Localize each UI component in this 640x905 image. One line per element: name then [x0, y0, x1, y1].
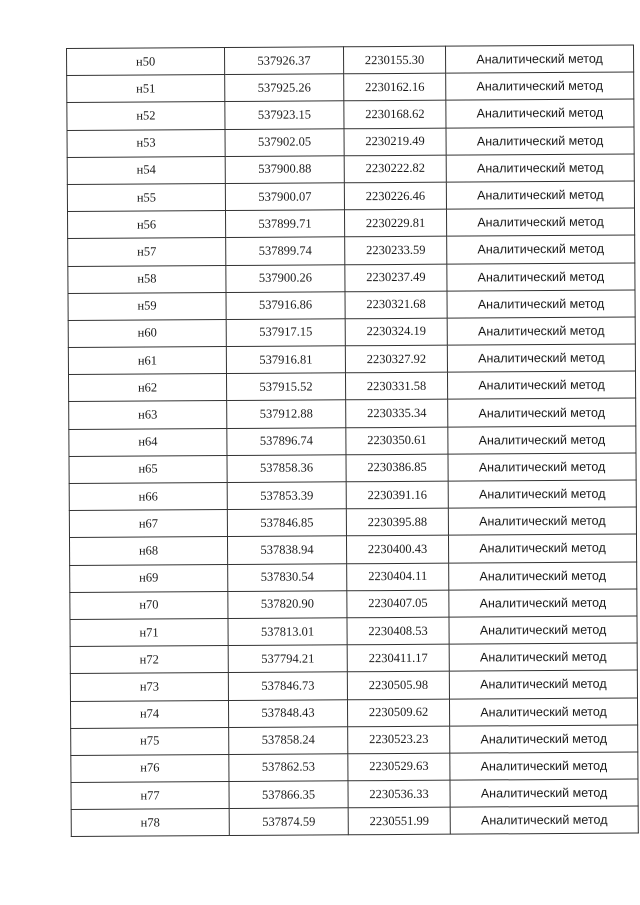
y-coordinate-cell: 2230523.23	[348, 726, 450, 754]
point-number-cell: н68	[69, 537, 227, 565]
y-coordinate-cell: 2230407.05	[347, 590, 449, 618]
method-cell: Аналитический метод	[446, 127, 634, 155]
x-coordinate-cell: 537915.52	[226, 373, 345, 401]
method-cell: Аналитический метод	[447, 317, 635, 345]
x-coordinate-cell: 537874.59	[229, 808, 348, 836]
table-row	[67, 127, 634, 158]
point-number-cell: н64	[69, 428, 227, 456]
y-coordinate-cell: 2230321.68	[345, 291, 447, 319]
y-coordinate-cell: 2230395.88	[346, 508, 448, 536]
x-coordinate-cell: 537820.90	[228, 591, 347, 619]
table-row	[68, 371, 635, 402]
x-coordinate-cell: 537916.86	[226, 291, 345, 319]
table-row	[67, 99, 634, 130]
point-number-cell: н60	[68, 319, 226, 347]
table-row	[68, 317, 635, 348]
point-number-cell: н67	[69, 510, 227, 538]
method-cell: Аналитический метод	[448, 453, 636, 481]
y-coordinate-cell: 2230226.46	[344, 182, 446, 210]
x-coordinate-cell: 537902.05	[225, 128, 344, 156]
coordinates-table	[66, 45, 639, 838]
table-row	[68, 235, 635, 266]
y-coordinate-cell: 2230551.99	[348, 807, 450, 835]
method-cell: Аналитический метод	[447, 263, 635, 291]
x-coordinate-cell: 537848.43	[228, 699, 347, 727]
point-number-cell: н75	[71, 727, 229, 755]
point-number-cell: н52	[67, 102, 225, 130]
point-number-cell: н73	[70, 673, 228, 701]
point-number-cell: н56	[67, 211, 225, 239]
method-cell: Аналитический метод	[448, 398, 636, 426]
x-coordinate-cell: 537899.71	[225, 210, 344, 238]
method-cell: Аналитический метод	[448, 426, 636, 454]
y-coordinate-cell: 2230536.33	[348, 780, 450, 808]
y-coordinate-cell: 2230233.59	[345, 236, 447, 264]
x-coordinate-cell: 537862.53	[229, 754, 348, 782]
y-coordinate-cell: 2230155.30	[343, 46, 445, 74]
method-cell: Аналитический метод	[449, 670, 637, 698]
method-cell: Аналитический метод	[447, 235, 635, 263]
y-coordinate-cell: 2230509.62	[347, 699, 449, 727]
y-coordinate-cell: 2230505.98	[347, 671, 449, 699]
y-coordinate-cell: 2230350.61	[346, 427, 448, 455]
point-number-cell: н61	[68, 347, 226, 375]
y-coordinate-cell: 2230327.92	[345, 345, 447, 373]
y-coordinate-cell: 2230408.53	[347, 617, 449, 645]
x-coordinate-cell: 537923.15	[225, 101, 344, 129]
x-coordinate-cell: 537846.85	[227, 509, 346, 537]
point-number-cell: н55	[67, 183, 225, 211]
y-coordinate-cell: 2230404.11	[347, 563, 449, 591]
y-coordinate-cell: 2230168.62	[344, 101, 446, 129]
point-number-cell: н50	[67, 48, 225, 76]
method-cell: Аналитический метод	[450, 752, 638, 780]
point-number-cell: н63	[69, 401, 227, 429]
y-coordinate-cell: 2230529.63	[348, 753, 450, 781]
x-coordinate-cell: 537813.01	[228, 618, 347, 646]
table-row	[69, 480, 636, 511]
method-cell: Аналитический метод	[448, 507, 636, 535]
point-number-cell: н62	[68, 374, 226, 402]
x-coordinate-cell: 537846.73	[228, 672, 347, 700]
y-coordinate-cell: 2230237.49	[345, 264, 447, 292]
x-coordinate-cell: 537926.37	[225, 47, 344, 75]
point-number-cell: н76	[71, 754, 229, 782]
table-row	[69, 453, 636, 484]
table-row	[67, 208, 634, 239]
point-number-cell: н72	[70, 646, 228, 674]
method-cell: Аналитический метод	[446, 72, 634, 100]
y-coordinate-cell: 2230400.43	[346, 536, 448, 564]
x-coordinate-cell: 537830.54	[228, 563, 347, 591]
x-coordinate-cell: 537858.36	[227, 455, 346, 483]
table-row	[71, 806, 638, 837]
x-coordinate-cell: 537838.94	[227, 536, 346, 564]
x-coordinate-cell: 537858.24	[229, 726, 348, 754]
table-row	[71, 725, 638, 756]
y-coordinate-cell: 2230391.16	[346, 481, 448, 509]
method-cell: Аналитический метод	[445, 45, 633, 73]
x-coordinate-cell: 537900.07	[225, 183, 344, 211]
method-cell: Аналитический метод	[447, 290, 635, 318]
table-row	[71, 752, 638, 783]
y-coordinate-cell: 2230331.58	[345, 372, 447, 400]
table-row	[67, 154, 634, 185]
method-cell: Аналитический метод	[448, 534, 636, 562]
method-cell: Аналитический метод	[446, 154, 634, 182]
y-coordinate-cell: 2230222.82	[344, 155, 446, 183]
method-cell: Аналитический метод	[449, 616, 637, 644]
point-number-cell: н71	[70, 618, 228, 646]
table-row	[67, 45, 634, 76]
method-cell: Аналитический метод	[447, 371, 635, 399]
point-number-cell: н53	[67, 129, 225, 157]
method-cell: Аналитический метод	[446, 99, 634, 127]
point-number-cell: н54	[67, 156, 225, 184]
x-coordinate-cell: 537899.74	[226, 237, 345, 265]
method-cell: Аналитический метод	[449, 643, 637, 671]
x-coordinate-cell: 537916.81	[226, 346, 345, 374]
y-coordinate-cell: 2230229.81	[344, 209, 446, 237]
table-row	[70, 562, 637, 593]
table-row	[70, 589, 637, 620]
x-coordinate-cell: 537900.88	[225, 156, 344, 184]
point-number-cell: н77	[71, 782, 229, 810]
point-number-cell: н78	[71, 809, 229, 837]
table-row	[70, 670, 637, 701]
method-cell: Аналитический метод	[449, 589, 637, 617]
table-row	[70, 643, 637, 674]
point-number-cell: н51	[67, 75, 225, 103]
method-cell: Аналитический метод	[449, 562, 637, 590]
method-cell: Аналитический метод	[447, 344, 635, 372]
point-number-cell: н59	[68, 292, 226, 320]
table-row	[71, 779, 638, 810]
table-row	[67, 72, 634, 103]
point-number-cell: н57	[68, 238, 226, 266]
table-row	[68, 263, 635, 294]
method-cell: Аналитический метод	[446, 181, 634, 209]
y-coordinate-cell: 2230335.34	[346, 400, 448, 428]
point-number-cell: н66	[69, 483, 227, 511]
method-cell: Аналитический метод	[450, 779, 638, 807]
x-coordinate-cell: 537912.88	[227, 400, 346, 428]
y-coordinate-cell: 2230411.17	[347, 644, 449, 672]
table-row	[67, 181, 634, 212]
x-coordinate-cell: 537925.26	[225, 74, 344, 102]
y-coordinate-cell: 2230386.85	[346, 454, 448, 482]
point-number-cell: н70	[70, 591, 228, 619]
x-coordinate-cell: 537866.35	[229, 781, 348, 809]
table-row	[70, 616, 637, 647]
method-cell: Аналитический метод	[449, 698, 637, 726]
table-row	[69, 398, 636, 429]
method-cell: Аналитический метод	[448, 480, 636, 508]
y-coordinate-cell: 2230219.49	[344, 128, 446, 156]
y-coordinate-cell: 2230324.19	[345, 318, 447, 346]
table-row	[68, 344, 635, 375]
point-number-cell: н65	[69, 455, 227, 483]
point-number-cell: н58	[68, 265, 226, 293]
table-row	[70, 698, 637, 729]
y-coordinate-cell: 2230162.16	[344, 73, 446, 101]
method-cell: Аналитический метод	[450, 725, 638, 753]
coordinates-table-body	[67, 45, 639, 837]
x-coordinate-cell: 537896.74	[227, 427, 346, 455]
table-row	[69, 534, 636, 565]
x-coordinate-cell: 537900.26	[226, 264, 345, 292]
table-row	[68, 290, 635, 321]
method-cell: Аналитический метод	[446, 208, 634, 236]
method-cell: Аналитический метод	[450, 806, 638, 834]
point-number-cell: н69	[70, 564, 228, 592]
x-coordinate-cell: 537853.39	[227, 482, 346, 510]
table-row	[69, 507, 636, 538]
x-coordinate-cell: 537794.21	[228, 645, 347, 673]
table-row	[69, 426, 636, 457]
x-coordinate-cell: 537917.15	[226, 319, 345, 347]
point-number-cell: н74	[70, 700, 228, 728]
